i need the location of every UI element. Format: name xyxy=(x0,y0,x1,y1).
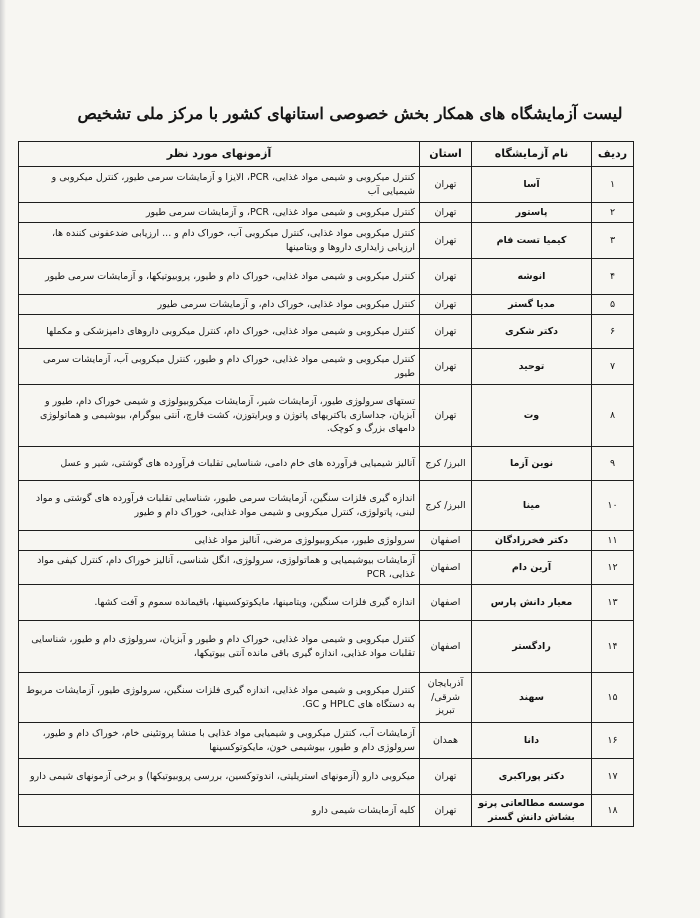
province: آذربایجان شرقی/ تبریز xyxy=(420,673,472,723)
row-number: ۱۱ xyxy=(592,531,634,551)
tests-description: تستهای سرولوژی طیور، آزمایشات شیر، آزمایشات میکروبیولوژی و شیمی خوراک دام، طیور و آبزیان، جداسازی باکتریهای پاتوژن و ویرایتوزن، کشت قارچ، آنتی بیوگرام، بیوشیمی و هماتولوژی دامهای بزرگ و کوچک. xyxy=(19,385,420,447)
tests-description: کنترل میکروبی و شیمی مواد غذایی، PCR، و آزمایشات سرمی طیور xyxy=(19,203,420,223)
header-lab-name: نام آزمایشگاه xyxy=(472,142,592,167)
lab-name: دکتر پوراکبری xyxy=(472,759,592,795)
lab-name: توحید xyxy=(472,349,592,385)
province: همدان xyxy=(420,723,472,759)
row-number: ۱۴ xyxy=(592,621,634,673)
row-number: ۱۵ xyxy=(592,673,634,723)
row-number: ۳ xyxy=(592,223,634,259)
province: تهران xyxy=(420,759,472,795)
row-number: ۲ xyxy=(592,203,634,223)
table-row xyxy=(19,795,634,827)
tests-description: کنترل میکروبی و شیمی مواد غذایی، خوراک دام و طیور، پروبیوتیکها، و آزمایشات سرمی طیور xyxy=(19,259,420,295)
tests-description: آزمایشات آب، کنترل میکروبی و شیمیایی مواد غذایی با منشا پروتئینی خام، خوراک دام و طیور، سرولوژی دام و طیور، بیوشیمی خون، مایکوتوکسینها xyxy=(19,723,420,759)
row-number: ۹ xyxy=(592,447,634,481)
table-row xyxy=(19,295,634,315)
tests-description: سرولوژی طیور، میکروبیولوژی مرضی، آنالیز مواد غذایی xyxy=(19,531,420,551)
province: تهران xyxy=(420,203,472,223)
row-number: ۱۳ xyxy=(592,585,634,621)
lab-name: رادگستر xyxy=(472,621,592,673)
row-number: ۱۲ xyxy=(592,551,634,585)
province: اصفهان xyxy=(420,531,472,551)
lab-name: مدیا گستر xyxy=(472,295,592,315)
table-row xyxy=(19,203,634,223)
lab-name: سهند xyxy=(472,673,592,723)
province: تهران xyxy=(420,795,472,827)
province: تهران xyxy=(420,223,472,259)
row-number: ۱۸ xyxy=(592,795,634,827)
province: اصفهان xyxy=(420,551,472,585)
province: تهران xyxy=(420,385,472,447)
table-row xyxy=(19,167,634,203)
lab-name: دکتر شکری xyxy=(472,315,592,349)
lab-name: نوین آزما xyxy=(472,447,592,481)
province: تهران xyxy=(420,295,472,315)
table-header-row xyxy=(19,142,634,167)
row-number: ۸ xyxy=(592,385,634,447)
table-row xyxy=(19,585,634,621)
row-number: ۴ xyxy=(592,259,634,295)
table-row xyxy=(19,481,634,531)
row-number: ۱ xyxy=(592,167,634,203)
lab-name: وت xyxy=(472,385,592,447)
lab-name: پاستور xyxy=(472,203,592,223)
table-row xyxy=(19,673,634,723)
lab-name: موسسه مطالعاتی پرتو بشاش دانش گستر xyxy=(472,795,592,827)
tests-description: کنترل میکروبی مواد غذایی، کنترل میکروبی آب، خوراک دام و ... ارزیابی ضدعفونی کننده ها، ارزیابی زایداری داروها و ویتامینها xyxy=(19,223,420,259)
tests-description: کنترل میکروبی و شیمی مواد غذایی، PCR، الایزا و آزمایشات سرمی طیور، کنترل میکروبی و شیمیایی آب xyxy=(19,167,420,203)
row-number: ۱۷ xyxy=(592,759,634,795)
table-row xyxy=(19,223,634,259)
header-tests: آزمونهای مورد نظر xyxy=(19,142,420,167)
lab-name: کیمیا تست فام xyxy=(472,223,592,259)
province: البرز/ کرج xyxy=(420,447,472,481)
province: تهران xyxy=(420,259,472,295)
lab-name: معیار دانش پارس xyxy=(472,585,592,621)
province: تهران xyxy=(420,167,472,203)
tests-description: اندازه گیری فلزات سنگین، آزمایشات سرمی طیور، شناسایی تقلبات فرآورده های گوشتی و مواد لبنی، پاتولوژی، کنترل میکروبی و شیمی مواد غذایی، خوراک دام و طیور xyxy=(19,481,420,531)
table-row xyxy=(19,723,634,759)
row-number: ۶ xyxy=(592,315,634,349)
labs-table xyxy=(18,141,634,827)
lab-name: آرین دام xyxy=(472,551,592,585)
table-row xyxy=(19,621,634,673)
tests-description: میکروبی دارو (آزمونهای استریلیتی، اندوتوکسین، بررسی پروبیوتیکها) و برخی آزمونهای شیمی دارو xyxy=(19,759,420,795)
tests-description: کنترل میکروبی و شیمی مواد غذایی، خوراک دام و طیور و آبزیان، سرولوژی دام و طیور، شناسایی تقلبات مواد غذایی، اندازه گیری باقی مانده آنتی بیوتیکها، xyxy=(19,621,420,673)
table-row xyxy=(19,315,634,349)
header-province: استان xyxy=(420,142,472,167)
province: تهران xyxy=(420,349,472,385)
row-number: ۱۰ xyxy=(592,481,634,531)
table-row xyxy=(19,551,634,585)
row-number: ۵ xyxy=(592,295,634,315)
tests-description: آزمایشات بیوشیمیایی و هماتولوژی، سرولوژی، انگل شناسی، آنالیز خوراک دام، کنترل کیفی مواد غذایی، PCR xyxy=(19,551,420,585)
lab-name: مینا xyxy=(472,481,592,531)
lab-name: انوشه xyxy=(472,259,592,295)
table-row xyxy=(19,259,634,295)
tests-description: آنالیز شیمیایی فرآورده های خام دامی، شناسایی تقلبات فرآورده های گوشتی، شیر و عسل xyxy=(19,447,420,481)
row-number: ۷ xyxy=(592,349,634,385)
table-row xyxy=(19,759,634,795)
tests-description: کنترل میکروبی مواد غذایی، خوراک دام، و آزمایشات سرمی طیور xyxy=(19,295,420,315)
tests-description: کلیه آزمایشات شیمی دارو xyxy=(19,795,420,827)
province: اصفهان xyxy=(420,621,472,673)
province: البرز/ کرج xyxy=(420,481,472,531)
header-row-number: ردیف xyxy=(592,142,634,167)
province: تهران xyxy=(420,315,472,349)
table-row xyxy=(19,447,634,481)
page-title: لیست آزمایشگاه های همکار بخش خصوصی استانهای کشور با مرکز ملی تشخیص xyxy=(77,104,623,123)
tests-description: کنترل میکروبی و شیمی مواد غذایی، اندازه گیری فلزات سنگین، سرولوژی طیور، آزمایشات مربوط به دستگاه های HPLC و GC. xyxy=(19,673,420,723)
table-row xyxy=(19,349,634,385)
table-row xyxy=(19,385,634,447)
scan-edge xyxy=(0,0,6,918)
table-row xyxy=(19,531,634,551)
lab-name: دکتر فخرزادگان xyxy=(472,531,592,551)
tests-description: کنترل میکروبی و شیمی مواد غذایی، خوراک دام و طیور، کنترل میکروبی آب، آزمایشات سرمی طیور xyxy=(19,349,420,385)
row-number: ۱۶ xyxy=(592,723,634,759)
lab-name: دانا xyxy=(472,723,592,759)
tests-description: کنترل میکروبی و شیمی مواد غذایی، خوراک دام، کنترل میکروبی داروهای دامپزشکی و مکملها xyxy=(19,315,420,349)
province: اصفهان xyxy=(420,585,472,621)
lab-name: آسا xyxy=(472,167,592,203)
tests-description: اندازه گیری فلزات سنگین، ویتامینها، مایکوتوکسینها، باقیمانده سموم و آفت کشها. xyxy=(19,585,420,621)
